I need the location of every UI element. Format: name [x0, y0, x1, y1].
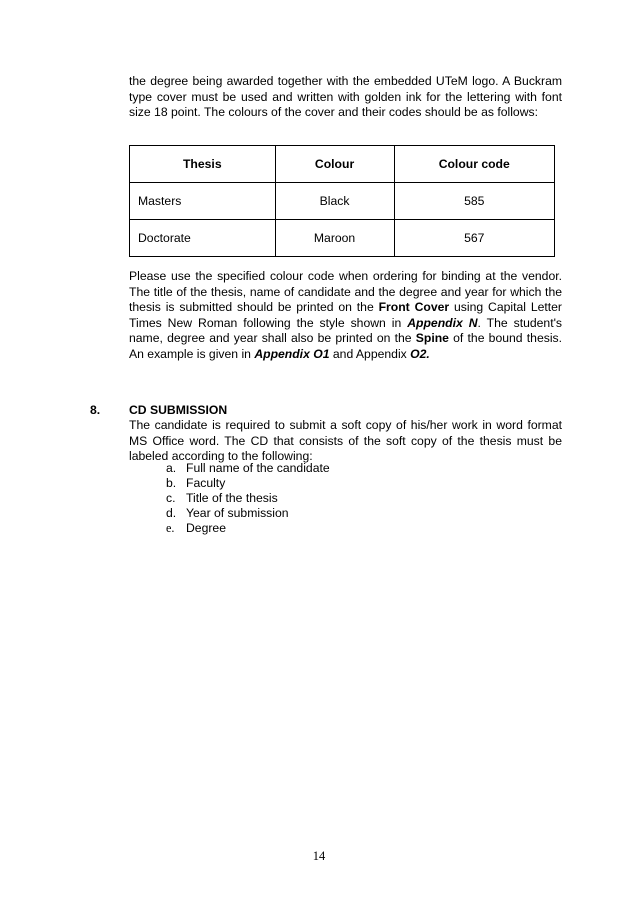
page-number: 14 [312, 849, 326, 863]
front-cover-emphasis: Front Cover [378, 300, 450, 314]
cd-submission-paragraph: The candidate is required to submit a soft copy of his/her work in word format MS Office word. The CD that consists of the soft copy of the thesis must be labeled according to the following: [129, 418, 562, 463]
cd-label-list [166, 461, 330, 536]
intro-paragraph: the degree being awarded together with the embedded UTeM logo. A Buckram type cover must be used and written with golden ink for the lettering with font size 18 point. The colours of the cover and their codes should be as follows: [129, 74, 562, 119]
list-item [166, 476, 330, 491]
list-marker: a. [166, 461, 177, 475]
text-run: of the bound thesis. An example is given in [129, 331, 563, 361]
appendix-n-reference: Appendix N [407, 315, 478, 330]
table-row [130, 183, 555, 220]
list-item-label: Degree [186, 521, 226, 535]
section-number: 8. [90, 403, 101, 417]
table-row [130, 220, 555, 257]
list-item [166, 506, 330, 521]
list-marker: e. [166, 521, 175, 535]
header-colour-code: Colour code [394, 146, 555, 183]
cell-thesis: Masters [130, 183, 276, 220]
cell-colour: Black [275, 183, 394, 220]
list-item [166, 491, 330, 506]
list-item-label: Faculty [186, 476, 226, 490]
appendix-o1-reference: Appendix O1 [254, 346, 330, 361]
table-header-row [130, 146, 555, 183]
list-marker: c. [166, 491, 176, 505]
header-colour: Colour [275, 146, 394, 183]
text-run: . The student's name, degree and year shall also be printed on the [129, 315, 563, 345]
list-item-label: Year of submission [186, 506, 289, 520]
appendix-o2-reference: O2. [410, 346, 430, 361]
text-run: and Appendix [329, 346, 411, 361]
list-marker: d. [166, 506, 177, 520]
list-item-label: Full name of the candidate [186, 461, 330, 475]
text-run: Please use the specified colour code when ordering for binding at the vendor. The title of the thesis, name of candidate and the degree and year for which the thesis is submitted should be printed on the [129, 269, 562, 314]
list-marker: b. [166, 476, 177, 490]
list-item [166, 461, 330, 476]
cell-colour-code: 567 [394, 220, 555, 257]
section-heading: CD SUBMISSION [129, 403, 228, 417]
header-thesis: Thesis [130, 146, 276, 183]
cell-colour-code: 585 [394, 183, 555, 220]
cell-colour: Maroon [275, 220, 394, 257]
colour-code-table [129, 145, 555, 257]
binding-paragraph [129, 269, 562, 362]
cell-thesis: Doctorate [130, 220, 276, 257]
list-item-label: Title of the thesis [186, 491, 278, 505]
text-run: using Capital Letter Times New Roman following the style shown in [129, 300, 562, 330]
list-item [166, 521, 330, 536]
spine-emphasis: Spine [415, 331, 449, 345]
